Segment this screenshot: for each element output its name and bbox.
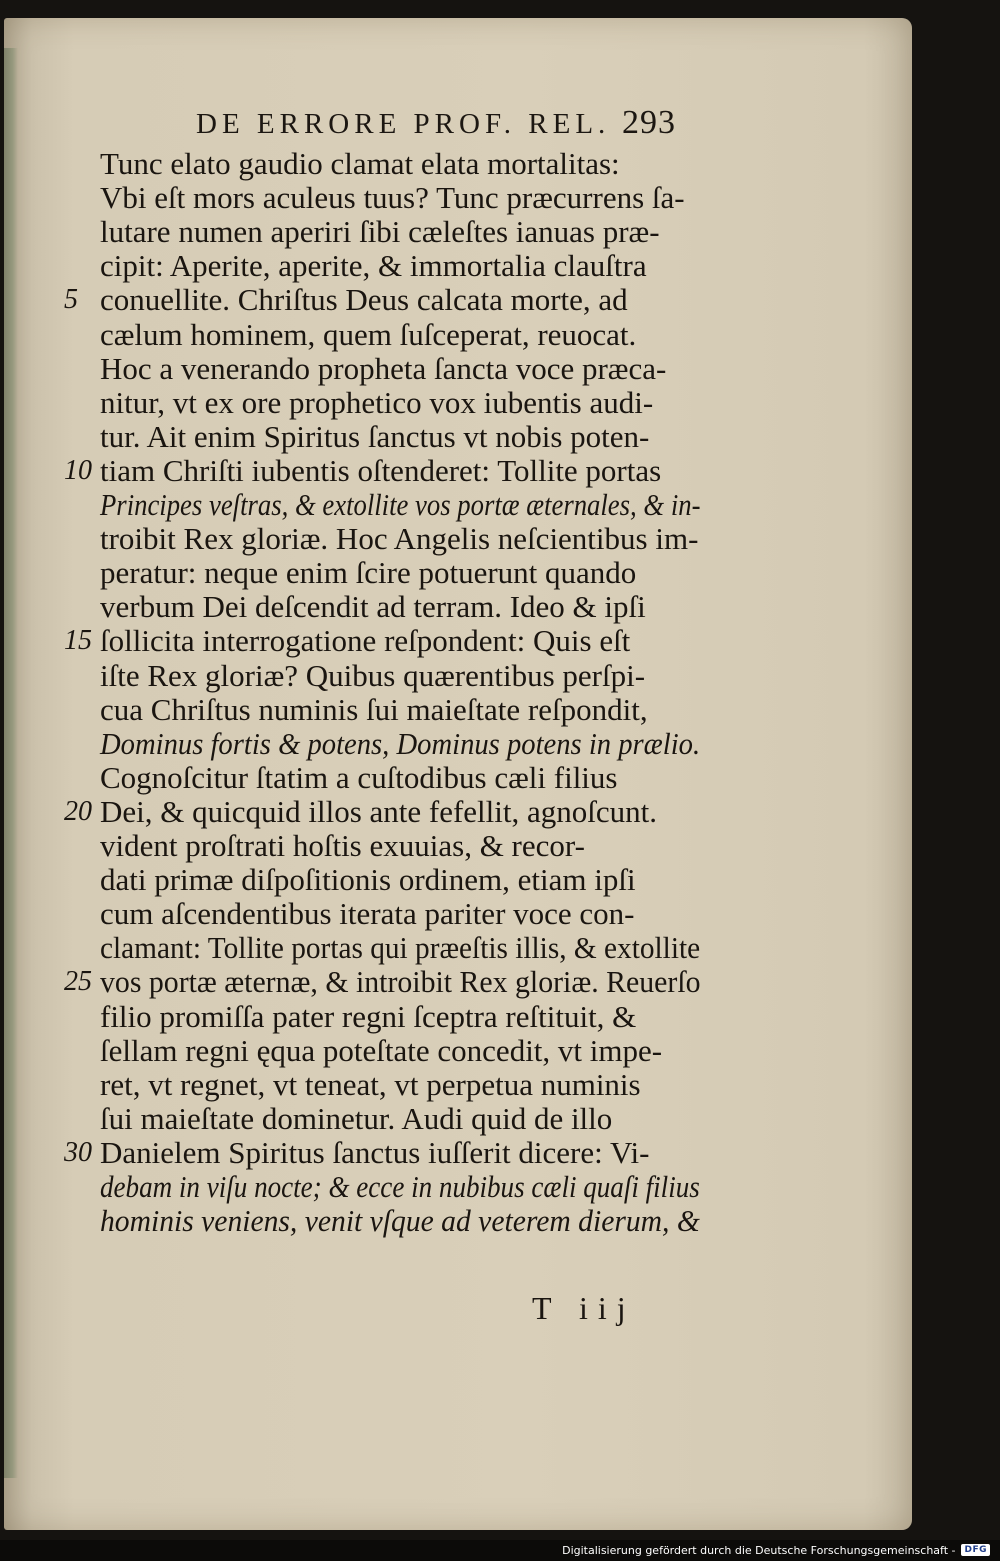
text-line: ret, vt regnet, vt teneat, vt perpetua numinis — [100, 1067, 641, 1102]
signature-mark: T iij — [532, 1290, 636, 1326]
text-line: ſui maieſtate dominetur. Audi quid de illo — [100, 1101, 613, 1136]
running-head: DE ERRORE PROF. REL. — [196, 108, 611, 140]
text-line: cum aſcendentibus iterata pariter voce con- — [100, 896, 635, 931]
text-line: Danielem Spiritus ſanctus iuſſerit dicere: Vi- — [100, 1135, 650, 1170]
text-line: Dei, & quicquid illos ante fefellit, agnoſcunt. — [100, 794, 658, 829]
text-line: Tunc elato gaudio clamat elata mortalitas: — [100, 146, 620, 181]
footer-text: Digitalisierung gefördert durch die Deutsche Forschungsgemeinschaft - — [562, 1543, 956, 1557]
text-line: troibit Rex gloriæ. Hoc Angelis neſcientibus im- — [100, 521, 699, 556]
line-number: 15 — [64, 625, 92, 656]
page-spine-shadow — [4, 48, 18, 1478]
page-number: 293 — [622, 104, 676, 141]
text-line: debam in viſu noctе; & ecce in nubibus cæli quaſi filius — [100, 1169, 700, 1204]
text-line: conuellite. Chriſtus Deus calcata morte, ad — [100, 282, 628, 317]
text-line: tiam Chriſti iubentis oſtenderet: Tollite portas — [100, 453, 662, 488]
text-line: hominis veniens, venit vſque ad veterem dierum, & — [100, 1203, 700, 1238]
text-line: Vbi eſt mors aculeus tuus? Tunc præcurrens ſa- — [100, 180, 685, 215]
text-line: Principes veſtras, & extollite vos portæ æternales, & in- — [100, 487, 701, 522]
text-line: Cognoſcitur ſtatim a cuſtodibus cæli filius — [100, 760, 618, 795]
text-line: vident proſtrati hoſtis exuuias, & recor- — [100, 828, 585, 863]
text-line: dati primæ diſpoſitionis ordinem, etiam ipſi — [100, 862, 636, 897]
line-number: 5 — [64, 284, 78, 315]
digitization-footer — [562, 1541, 990, 1559]
text-line: cipit: Aperite, aperite, & immortalia clauſtra — [100, 248, 647, 283]
line-number: 25 — [64, 966, 92, 997]
text-line: clamant: Tollite portas qui præeſtis illis, & extollite — [100, 930, 701, 965]
text-line: Hoc a venerando propheta ſancta voce præca- — [100, 351, 667, 386]
text-line: nitur, vt ex ore prophetico vox iubentis audi- — [100, 385, 654, 420]
text-line: ſellam regni ęqua poteſtate concedit, vt impe- — [100, 1033, 663, 1068]
text-line: verbum Dei deſcendit ad terram. Ideo & ipſi — [100, 589, 646, 624]
line-number: 20 — [64, 796, 92, 827]
text-line: cua Chriſtus numinis ſui maieſtate reſpondit, — [100, 692, 648, 727]
line-number: 30 — [64, 1137, 92, 1168]
text-line: cælum hominem, quem ſuſceperat, reuocat. — [100, 317, 637, 352]
dfg-logo-icon: DFG — [961, 1544, 990, 1556]
text-line: ſollicita interrogatione reſpondent: Quis eſt — [100, 623, 631, 658]
text-line: vos portæ æternæ, & introibit Rex gloriæ. Reuerſo — [100, 964, 701, 999]
text-line: filio promiſſa pater regni ſceptra reſtituit, & — [100, 999, 637, 1034]
text-line: iſte Rex gloriæ? Quibus quærentibus perſpi- — [100, 658, 646, 693]
text-line: Dominus fortis & potens, Dominus potens in prælio. — [100, 726, 701, 761]
text-line: peratur: neque enim ſcire potuerunt quando — [100, 555, 637, 590]
text-line: lutare numen aperiri ſibi cæleſtes ianuas præ- — [100, 214, 660, 249]
line-number: 10 — [64, 455, 92, 486]
text-line: tur. Ait enim Spiritus ſanctus vt nobis poten- — [100, 419, 650, 454]
